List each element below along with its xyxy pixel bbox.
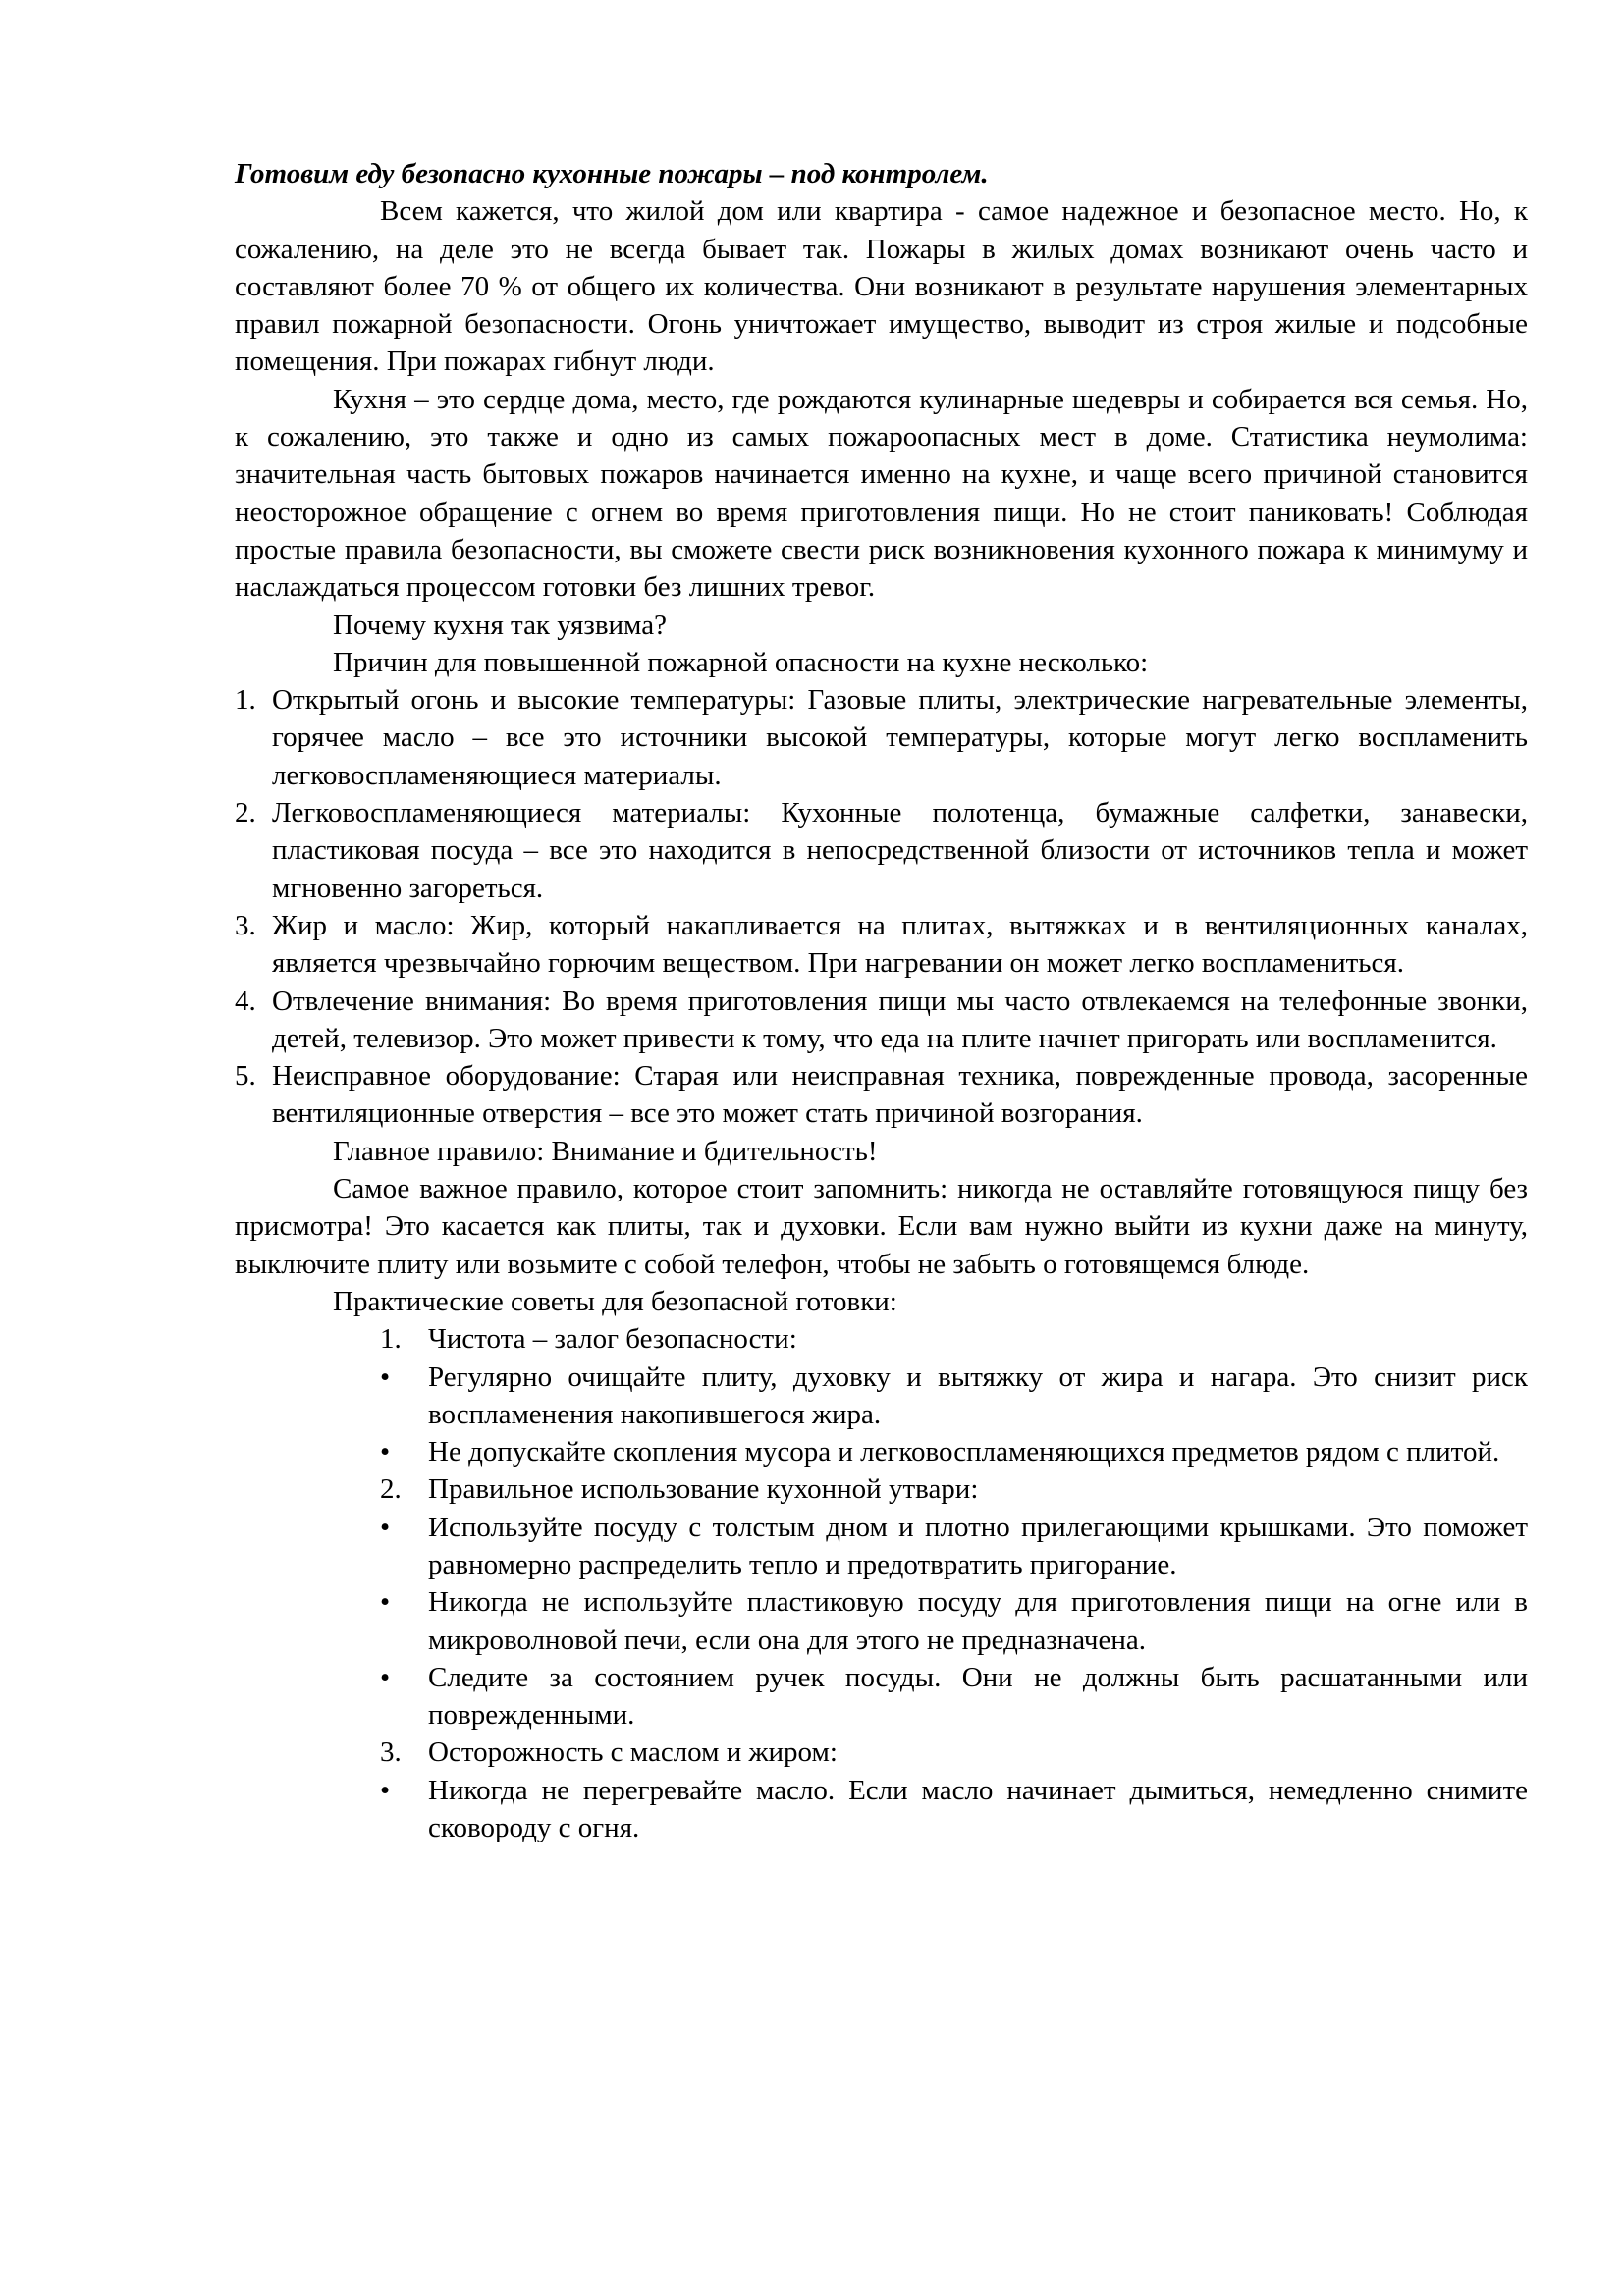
list-item bbox=[235, 794, 1528, 907]
reasons-lead: Причин для повышенной пожарной опасности на кухне несколько: bbox=[333, 646, 1149, 678]
list-item-text: Никогда не используйте пластиковую посуду для приготовления пищи на огне или в микроволновой печи, если она для этого не предназначена. bbox=[428, 1586, 1528, 1656]
intro-paragraph: Всем кажется, что жилой дом или квартира - самое надежное и безопасное место. Но, к сожалению, на деле это не всегда бывает так. Пожары в жилых домах возникают очень часто и составляют более 70 % от общего их количества. Они возникают в результате нарушения элементарных правил пожарной безопасности. Огонь уничтожает имущество, выводит из строя жилые и подсобные помещения. При пожарах гибнут люди. bbox=[235, 195, 1528, 378]
list-item bbox=[235, 1359, 1528, 1434]
tips-list bbox=[235, 1320, 1528, 1846]
list-item-text: Никогда не перегревайте масло. Если масло начинает дымиться, немедленно снимите сковороду с огня. bbox=[428, 1774, 1528, 1844]
list-item bbox=[235, 681, 1528, 794]
list-item-text: Открытый огонь и высокие температуры: Газовые плиты, электрические нагревательные элементы, горячее масло – все это источники высокой температуры, которые могут легко воспламенить легковоспламеняющиеся материалы. bbox=[272, 684, 1528, 791]
bullet-icon: • bbox=[380, 1586, 391, 1619]
tips-heading: Практические советы для безопасной готовки: bbox=[333, 1285, 897, 1317]
list-item-text: Чистота – залог безопасности: bbox=[428, 1323, 797, 1356]
bullet-icon: • bbox=[380, 1774, 391, 1806]
list-number: 3. bbox=[235, 909, 256, 941]
list-number: 2. bbox=[235, 797, 256, 829]
list-number: 5. bbox=[235, 1060, 256, 1093]
list-item-text: Регулярно очищайте плиту, духовку и вытяжку от жира и нагара. Это снизит риск воспламенения накопившегося жира. bbox=[428, 1361, 1528, 1430]
bullet-icon: • bbox=[380, 1511, 391, 1543]
list-item bbox=[235, 1057, 1528, 1133]
bullet-icon: • bbox=[380, 1436, 391, 1468]
list-item-text: Используйте посуду с толстым дном и плотно прилегающими крышками. Это поможет равномерно распределить тепло и предотвратить пригорание. bbox=[428, 1511, 1528, 1580]
list-number: 1. bbox=[235, 684, 256, 717]
list-item bbox=[235, 1509, 1528, 1584]
list-item-text: Отвлечение внимания: Во время приготовления пищи мы часто отвлекаемся на телефонные звонки, детей, телевизор. Это может привести к тому, что еда на плите начнет пригорать или воспламенится. bbox=[272, 985, 1528, 1054]
list-item bbox=[235, 1659, 1528, 1735]
list-item-text: Правильное использование кухонной утвари: bbox=[428, 1473, 979, 1506]
list-number: 3. bbox=[380, 1736, 402, 1769]
list-number: 4. bbox=[235, 985, 256, 1017]
list-item-text: Следите за состоянием ручек посуды. Они не должны быть расшатанными или поврежденными. bbox=[428, 1661, 1528, 1732]
list-number: 1. bbox=[380, 1323, 402, 1356]
reasons-list bbox=[235, 681, 1528, 1133]
list-item bbox=[235, 1320, 1528, 1358]
main-rule-text: Самое важное правило, которое стоит запомнить: никогда не оставляйте готовящуюся пищу без присмотра! Это касается как плиты, так и духовки. Если вам нужно выйти из кухни даже на минуту, выключите плиту или возьмите с собой телефон, чтобы не забыть о готовящемся блюде. bbox=[235, 1173, 1528, 1280]
list-item-text: Осторожность с маслом и жиром: bbox=[428, 1736, 838, 1769]
document-page bbox=[235, 155, 1528, 1846]
list-number: 2. bbox=[380, 1473, 402, 1506]
list-item bbox=[235, 1772, 1528, 1847]
section-question: Почему кухня так уязвима? bbox=[333, 609, 667, 641]
list-item bbox=[235, 1583, 1528, 1659]
document-title: Готовим еду безопасно кухонные пожары – под контролем. bbox=[235, 158, 989, 189]
list-item bbox=[235, 1433, 1528, 1470]
list-item-text: Жир и масло: Жир, который накапливается на плитах, вытяжках и в вентиляционных каналах, является чрезвычайно горючим веществом. При нагревании он может легко воспламениться. bbox=[272, 909, 1528, 980]
list-item bbox=[235, 1734, 1528, 1771]
list-item-text: Легковоспламеняющиеся материалы: Кухонные полотенца, бумажные салфетки, занавески, пластиковая посуда – все это находится в непосредственной близости от источников тепла и может мгновенно загореться. bbox=[272, 797, 1528, 904]
list-item-text: Не допускайте скопления мусора и легковоспламеняющихся предметов рядом с плитой. bbox=[428, 1436, 1500, 1468]
bullet-icon: • bbox=[380, 1661, 391, 1693]
list-item bbox=[235, 1470, 1528, 1508]
bullet-icon: • bbox=[380, 1361, 391, 1393]
list-item-text: Неисправное оборудование: Старая или неисправная техника, поврежденные провода, засоренные вентиляционные отверстия – все это может стать причиной возгорания. bbox=[272, 1060, 1528, 1130]
main-rule-heading: Главное правило: Внимание и бдительность! bbox=[333, 1135, 878, 1167]
intro-paragraph: Кухня – это сердце дома, место, где рождаются кулинарные шедевры и собирается вся семья. Но, к сожалению, это также и одно из самых пожароопасных мест в доме. Статистика неумолима: значительная часть бытовых пожаров начинается именно на кухне, и чаще всего причиной становится неосторожное обращение с огнем во время приготовления пищи. Но не стоит паниковать! Соблюдая простые правила безопасности, вы сможете свести риск возникновения кухонного пожара к минимуму и наслаждаться процессом готовки без лишних тревог. bbox=[235, 383, 1528, 604]
list-item bbox=[235, 907, 1528, 983]
list-item bbox=[235, 983, 1528, 1058]
